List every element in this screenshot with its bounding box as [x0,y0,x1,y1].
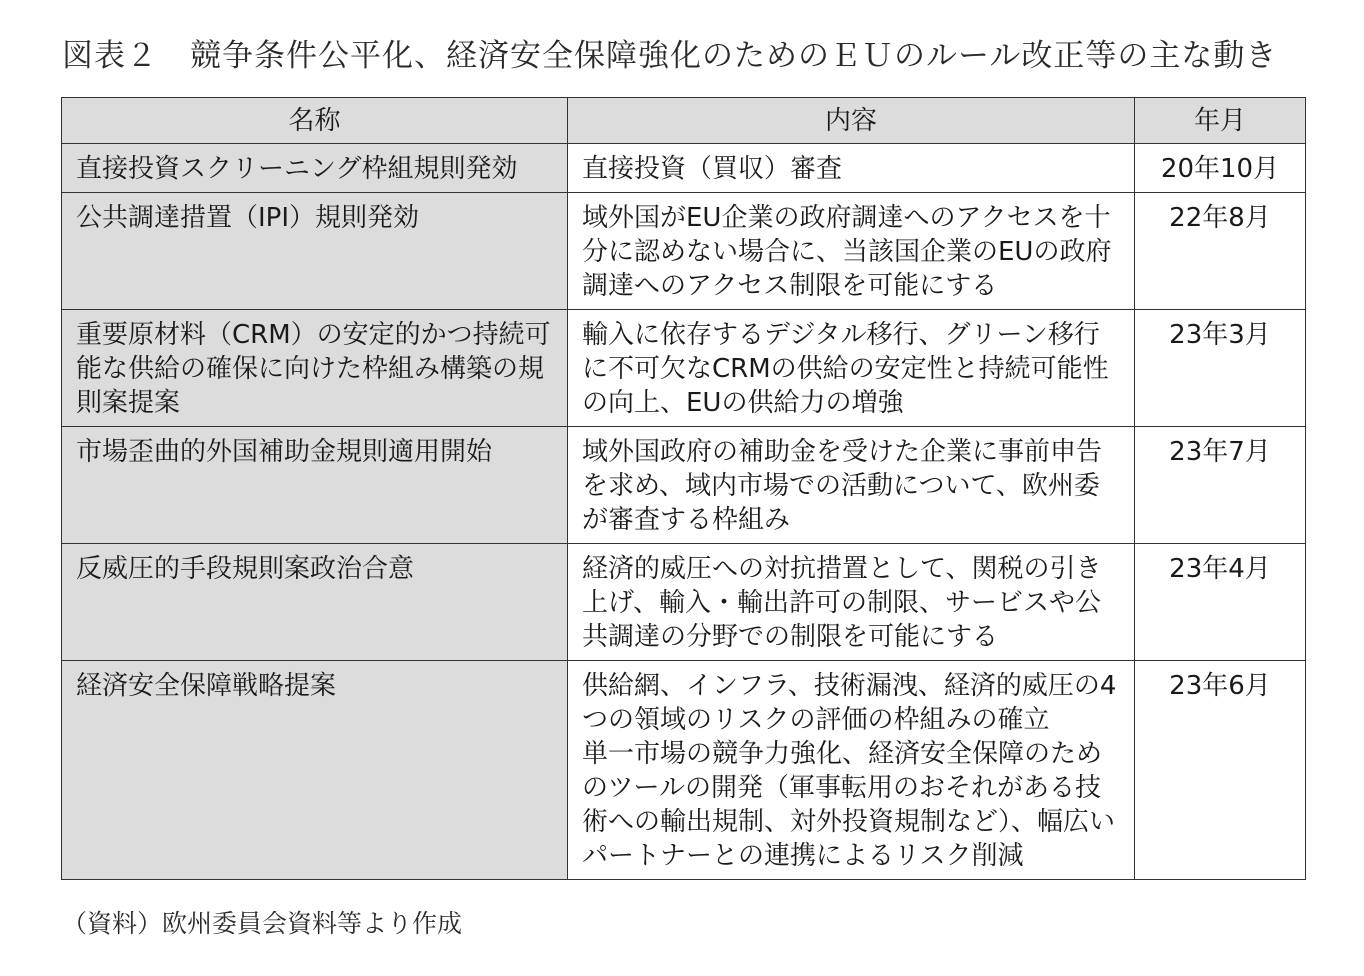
row-name: 公共調達措置（IPI）規則発効 [62,193,568,310]
row-date: 23年4月 [1135,544,1306,661]
row-content-line: 供給網、インフラ、技術漏洩、経済的威圧の4つの領域のリスクの評価の枠組みの確立 [582,671,1117,735]
table-row [62,193,1306,310]
row-content: 経済的威圧への対抗措置として、関税の引き上げ、輸入・輸出許可の制限、サービスや公共調達の分野での制限を可能にする [568,544,1135,661]
table-row [62,310,1306,427]
figure-title: 図表２ 競争条件公平化、経済安全保障強化のためのＥＵのルール改正等の主な動き [62,38,1278,74]
eu-rules-table [61,97,1306,880]
row-date: 23年7月 [1135,427,1306,544]
row-content: 域外国がEU企業の政府調達へのアクセスを十分に認めない場合に、当該国企業のEUの政府調達へのアクセス制限を可能にする [568,193,1135,310]
row-content [568,661,1135,880]
row-name: 直接投資スクリーニング枠組規則発効 [62,144,568,193]
source-note: （資料）欧州委員会資料等より作成 [62,909,463,938]
header-content: 内容 [568,98,1135,144]
header-date: 年月 [1135,98,1306,144]
row-content: 域外国政府の補助金を受けた企業に事前申告を求め、域内市場での活動について、欧州委が審査する枠組み [568,427,1135,544]
row-date: 22年8月 [1135,193,1306,310]
table-row [62,427,1306,544]
table-row [62,544,1306,661]
row-name: 重要原材料（CRM）の安定的かつ持続可能な供給の確保に向けた枠組み構築の規則案提案 [62,310,568,427]
table-row [62,144,1306,193]
row-content-line: 単一市場の競争力強化、経済安全保障のためのツールの開発（軍事転用のおそれがある技術への輸出規制、対外投資規制など）、幅広いパートナーとの連携によるリスク削減 [582,739,1116,871]
row-date: 20年10月 [1135,144,1306,193]
row-date: 23年6月 [1135,661,1306,880]
row-content: 直接投資（買収）審査 [568,144,1135,193]
row-date: 23年3月 [1135,310,1306,427]
row-name: 反威圧的手段規則案政治合意 [62,544,568,661]
table-row [62,661,1306,880]
header-name: 名称 [62,98,568,144]
row-content: 輸入に依存するデジタル移行、グリーン移行に不可欠なCRMの供給の安定性と持続可能性の向上、EUの供給力の増強 [568,310,1135,427]
row-name: 経済安全保障戦略提案 [62,661,568,880]
row-name: 市場歪曲的外国補助金規則適用開始 [62,427,568,544]
table-header-row [62,98,1306,144]
